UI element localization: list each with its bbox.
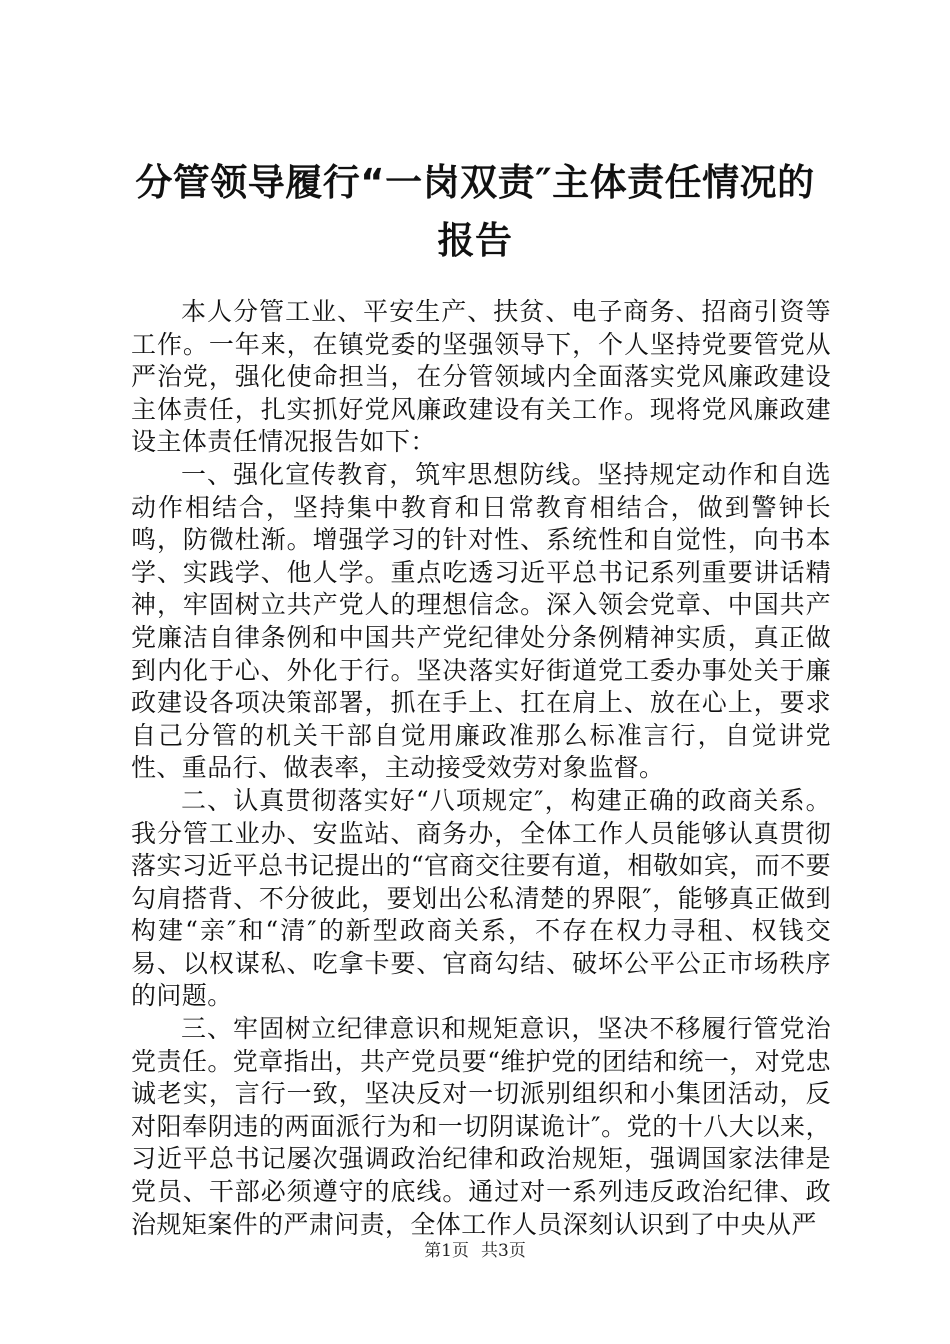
page-footer	[0, 1240, 950, 1262]
paragraph-section-2: 二、认真贯彻落实好“八项规定″，构建正确的政商关系。我分管工业办、安监站、商务办，全体工作人员能够认真贯彻落实习近平总书记提出的“官商交往要有道，相敬如宾，而不要勾肩搭背、不分彼此，要划出公私清楚的界限″，能够真正做到构建“亲″和“清″的新型政商关系，不存在权力寻租、权钱交易、以权谋私、吃拿卡要、官商勾结、破坏公平公正市场秩序的问题。	[131, 785, 831, 1011]
paragraph-section-3: 三、牢固树立纪律意识和规矩意识，坚决不移履行管党治党责任。党章指出，共产党员要“维护党的团结和统一，对党忠诚老实，言行一致，坚决反对一切派别组织和小集团活动，反对阳奉阴违的两面派行为和一切阴谋诡计″。党的十八大以来，习近平总书记屡次强调政治纪律和政治规矩，强调国家法律是党员、干部必须遵守的底线。通过对一系列违反政治纪律、政治规矩案件的严肃问责，全体工作人员深刻认识到了中央从严	[131, 1014, 831, 1239]
page-total: 共3页	[481, 1241, 526, 1261]
paragraph-intro: 本人分管工业、平安生产、扶贫、电子商务、招商引资等工作。一年来，在镇党委的坚强领导下，个人坚持党要管党从严治党，强化使命担当，在分管领域内全面落实党风廉政建设主体责任，扎实抓好党风廉政建设有关工作。现将党风廉政建设主体责任情况报告如下：	[131, 297, 831, 457]
page-number: 第1页	[424, 1241, 469, 1261]
document-title: 分管领导履行“一岗双责″主体责任情况的报告	[135, 161, 815, 262]
paragraph-section-1: 一、强化宣传教育，筑牢思想防线。坚持规定动作和自选动作相结合，坚持集中教育和日常教育相结合，做到警钟长鸣，防微杜渐。增强学习的针对性、系统性和自觉性，向书本学、实践学、他人学。重点吃透习近平总书记系列重要讲话精神，牢固树立共产党人的理想信念。深入领会党章、中国共产党廉洁自律条例和中国共产党纪律处分条例精神实质，真正做到内化于心、外化于行。坚决落实好街道党工委办事处关于廉政建设各项决策部署，抓在手上、扛在肩上、放在心上，要求自己分管的机关干部自觉用廉政准那么标准言行，自觉讲党性、重品行、做表率，主动接受效劳对象监督。	[131, 459, 831, 783]
document-body	[131, 296, 831, 1241]
